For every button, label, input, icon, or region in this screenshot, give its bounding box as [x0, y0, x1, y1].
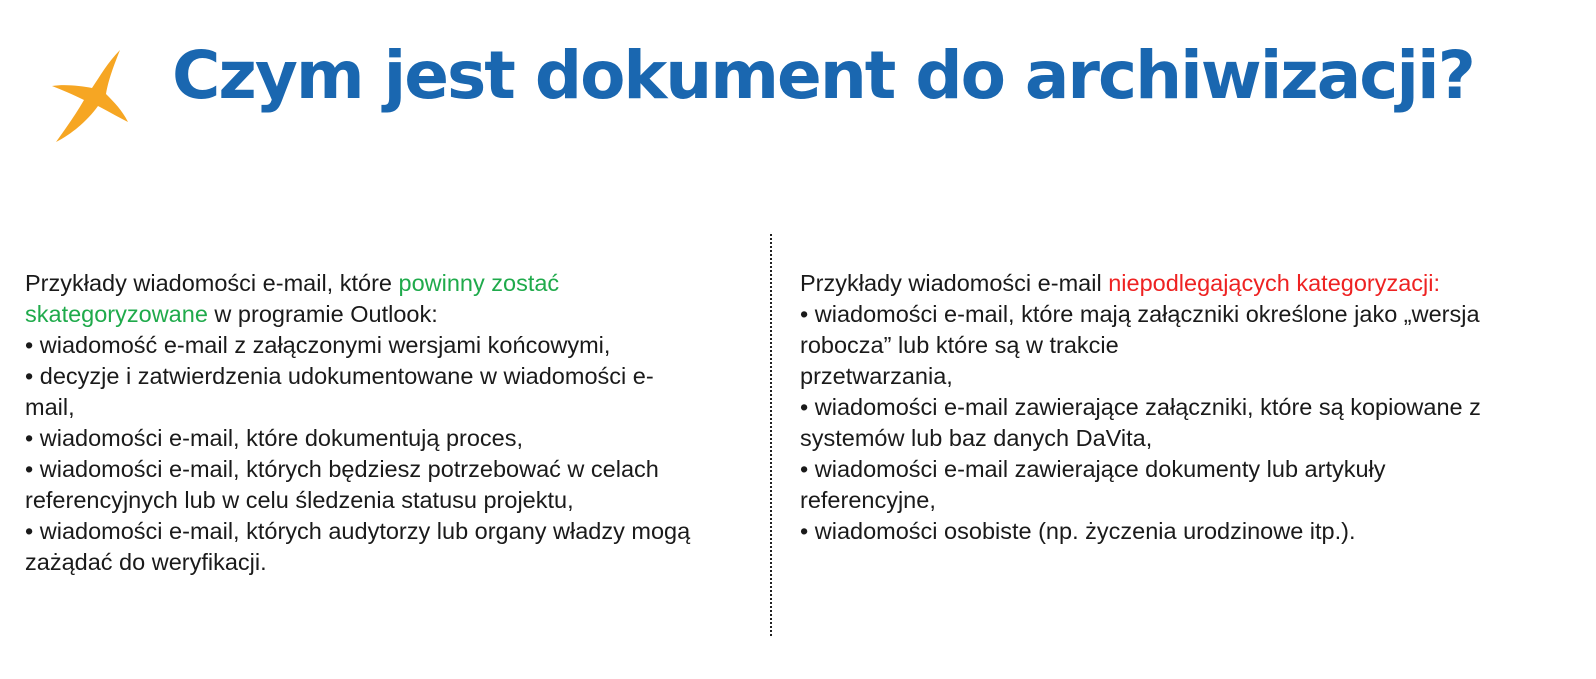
- left-list-line: mail,: [25, 394, 75, 420]
- left-list-line: zażądać do weryfikacji.: [25, 549, 267, 575]
- orange-star-icon: [50, 48, 130, 144]
- right-list-line: • wiadomości e-mail zawierające załączniki, które są kopiowane z: [800, 394, 1481, 420]
- right-intro-highlight: niepodlegających kategoryzacji:: [1108, 270, 1441, 296]
- left-column: [25, 268, 765, 578]
- left-list-line: referencyjnych lub w celu śledzenia statusu projektu,: [25, 487, 574, 513]
- right-intro-line: [800, 268, 1580, 299]
- left-intro-highlight: powinny zostać: [398, 270, 560, 296]
- column-divider: [770, 234, 772, 636]
- right-list-line: referencyjne,: [800, 487, 936, 513]
- page-title: Czym jest dokument do archiwizacji?: [172, 37, 1474, 114]
- left-list-line: • wiadomość e-mail z załączonymi wersjami końcowymi,: [25, 332, 611, 358]
- right-list-line: systemów lub baz danych DaVita,: [800, 425, 1153, 451]
- left-intro-line-2: [25, 299, 765, 330]
- right-intro-text: Przykłady wiadomości e-mail: [800, 270, 1109, 296]
- right-list-line: przetwarzania,: [800, 363, 953, 389]
- left-intro-line-1: [25, 268, 765, 299]
- right-list-line: • wiadomości e-mail zawierające dokumenty lub artykuły: [800, 456, 1386, 482]
- right-list-line: • wiadomości osobiste (np. życzenia urodzinowe itp.).: [800, 518, 1356, 544]
- left-intro-text: Przykłady wiadomości e-mail, które: [25, 270, 399, 296]
- left-intro-highlight-2: skategoryzowane: [25, 301, 208, 327]
- left-intro-end: w programie Outlook:: [207, 301, 438, 327]
- left-list-line: • decyzje i zatwierdzenia udokumentowane w wiadomości e-: [25, 363, 654, 389]
- right-list-line: robocza” lub które są w trakcie: [800, 332, 1119, 358]
- right-column: [800, 268, 1580, 547]
- right-list-line: • wiadomości e-mail, które mają załączniki określone jako „wersja: [800, 301, 1480, 327]
- left-list-line: • wiadomości e-mail, których będziesz potrzebować w celach: [25, 456, 659, 482]
- left-list-line: • wiadomości e-mail, które dokumentują proces,: [25, 425, 524, 451]
- left-list-line: • wiadomości e-mail, których audytorzy lub organy władzy mogą: [25, 518, 691, 544]
